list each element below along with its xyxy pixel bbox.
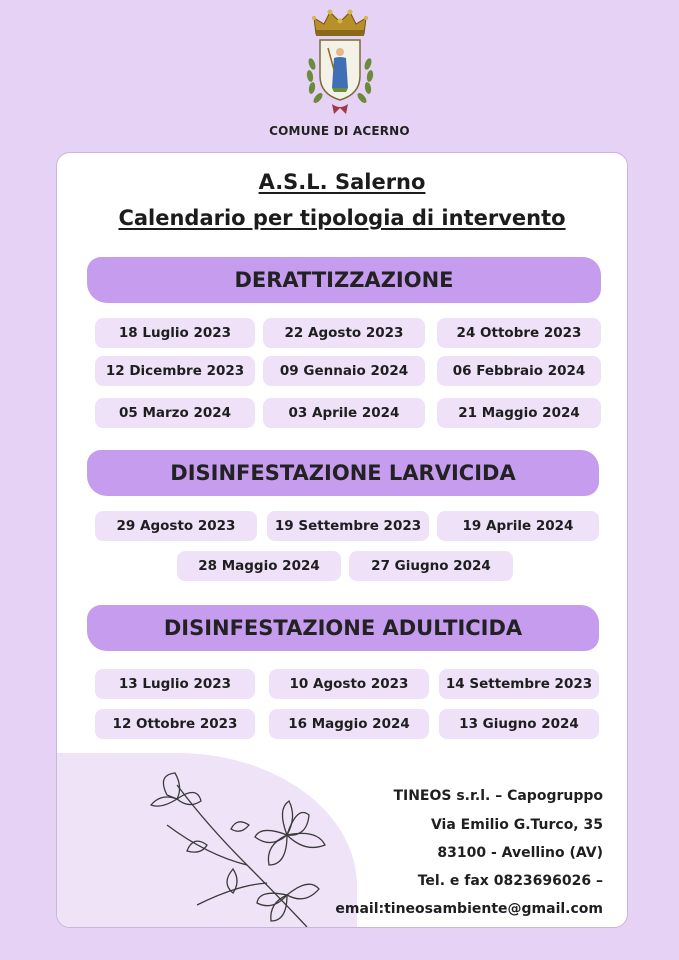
date-pill: 12 Ottobre 2023 — [95, 709, 255, 739]
company-phone: Tel. e fax 0823696026 – — [417, 873, 603, 889]
date-pill: 05 Marzo 2024 — [95, 398, 255, 428]
company-name: TINEOS s.r.l. – Capogruppo — [393, 788, 603, 804]
section-disinfestazione-larvicida: DISINFESTAZIONE LARVICIDA — [87, 450, 599, 496]
date-pill: 16 Maggio 2024 — [269, 709, 429, 739]
date-pill: 22 Agosto 2023 — [263, 318, 425, 348]
crown-icon — [312, 10, 368, 37]
date-pill: 28 Maggio 2024 — [177, 551, 341, 581]
company-email[interactable]: email:tineosambiente@gmail.com — [335, 901, 603, 917]
municipality-name: COMUNE DI ACERNO — [269, 124, 410, 138]
date-pill: 12 Dicembre 2023 — [95, 356, 255, 386]
date-pill: 03 Aprile 2024 — [263, 398, 425, 428]
company-city: 83100 - Avellino (AV) — [437, 845, 603, 861]
date-pill: 06 Febbraio 2024 — [437, 356, 601, 386]
card-title: A.S.L. Salerno — [258, 170, 426, 194]
date-pill: 29 Agosto 2023 — [95, 511, 257, 541]
card-subtitle: Calendario per tipologia di intervento — [118, 206, 566, 230]
date-pill: 13 Giugno 2024 — [439, 709, 599, 739]
date-pill: 19 Aprile 2024 — [437, 511, 599, 541]
date-pill: 14 Settembre 2023 — [439, 669, 599, 699]
date-pill: 19 Settembre 2023 — [267, 511, 429, 541]
company-address: Via Emilio G.Turco, 35 — [430, 817, 603, 833]
date-pill: 10 Agosto 2023 — [269, 669, 429, 699]
section-derattizzazione: DERATTIZZAZIONE — [87, 257, 601, 303]
calendar-card — [56, 152, 628, 928]
coat-of-arms-icon — [290, 4, 390, 120]
date-pill: 24 Ottobre 2023 — [437, 318, 601, 348]
section-disinfestazione-adulticida: DISINFESTAZIONE ADULTICIDA — [87, 605, 599, 651]
date-pill: 27 Giugno 2024 — [349, 551, 513, 581]
date-pill: 21 Maggio 2024 — [437, 398, 601, 428]
date-pill: 09 Gennaio 2024 — [263, 356, 425, 386]
date-pill: 13 Luglio 2023 — [95, 669, 255, 699]
date-pill: 18 Luglio 2023 — [95, 318, 255, 348]
